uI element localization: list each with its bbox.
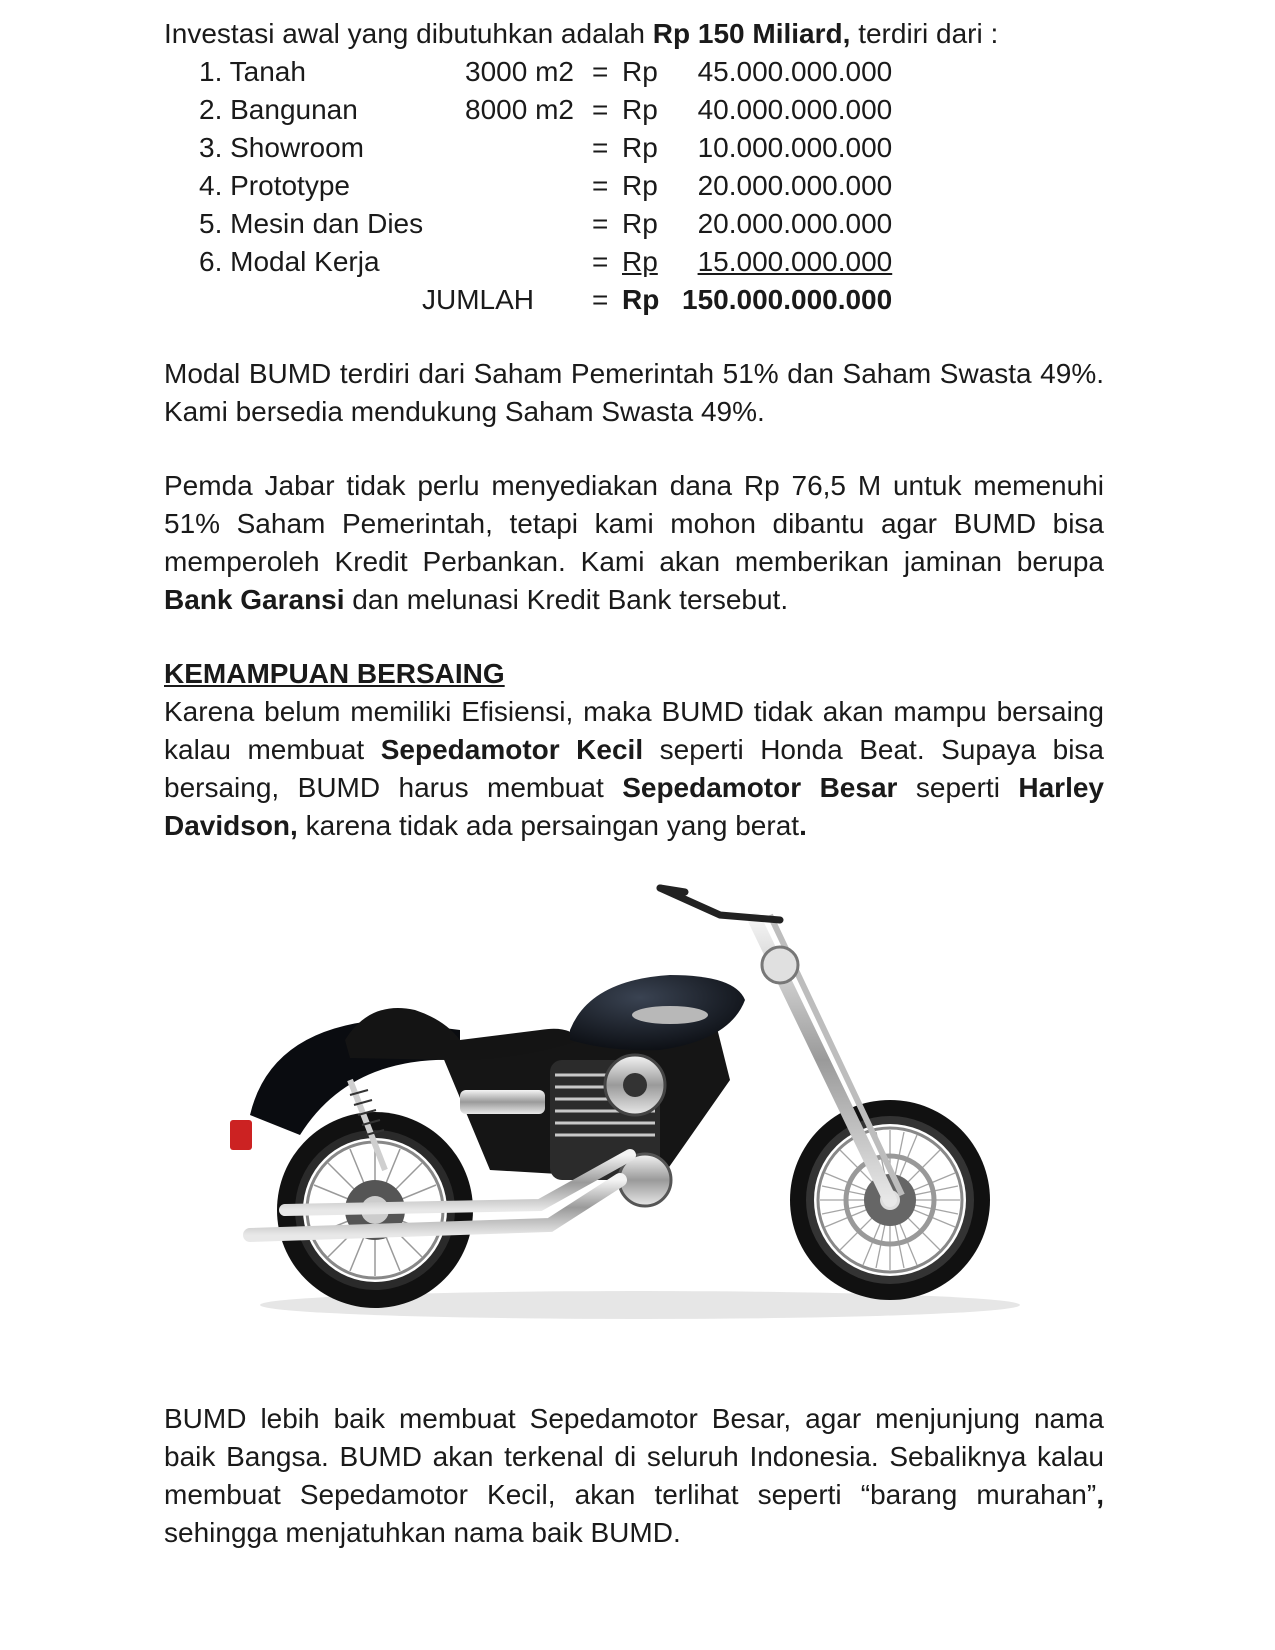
item-label: 1. Tanah — [199, 56, 306, 87]
section-heading: KEMAMPUAN BERSAING — [164, 658, 505, 689]
item-label: 3. Showroom — [199, 132, 364, 163]
motorcycle-image — [190, 880, 1090, 1340]
item-area — [434, 167, 592, 205]
item-label: 4. Prototype — [199, 170, 350, 201]
table-row — [199, 91, 892, 129]
item-amount: 15.000.000.000 — [697, 246, 893, 277]
final-paragraph-block — [164, 1400, 1104, 1552]
item-area — [434, 243, 592, 281]
document-body — [164, 15, 1104, 845]
investment-table — [199, 53, 892, 319]
table-row — [199, 205, 892, 243]
item-label: 5. Mesin dan Dies — [199, 208, 424, 239]
item-equals: = — [592, 246, 609, 277]
item-amount: 40.000.000.000 — [697, 94, 893, 125]
item-equals: = — [592, 132, 609, 163]
table-row — [199, 53, 892, 91]
item-amount: 20.000.000.000 — [697, 170, 893, 201]
item-equals: = — [592, 208, 609, 239]
intro-suffix: terdiri dari : — [850, 18, 999, 49]
item-currency: Rp — [622, 94, 658, 125]
table-row — [199, 243, 892, 281]
item-currency: Rp — [622, 246, 658, 277]
intro-text: Investasi awal yang dibutuhkan adalah — [164, 18, 653, 49]
item-currency: Rp — [622, 208, 658, 239]
item-area — [434, 129, 592, 167]
item-label: 2. Bangunan — [199, 94, 358, 125]
item-currency: Rp — [622, 170, 658, 201]
total-label: JUMLAH — [421, 284, 534, 315]
table-row — [199, 167, 892, 205]
item-equals: = — [592, 56, 609, 87]
item-area: 8000 m2 — [465, 94, 574, 125]
item-amount: 45.000.000.000 — [697, 56, 893, 87]
handlebar — [660, 888, 780, 920]
total-currency: Rp — [622, 284, 660, 315]
item-amount: 10.000.000.000 — [697, 132, 893, 163]
investment-intro — [164, 15, 1104, 53]
paragraph-pemda: Pemda Jabar tidak perlu menyediakan dana Rp 76,5 M untuk memenuhi 51% Saham Pemerintah, tetapi kami mohon dibantu agar BUMD bisa memperoleh Kredit Perbankan. Kami akan memberikan jaminan berupa Bank Garansi dan melunasi Kredit Bank tersebut. — [164, 470, 1104, 615]
item-area: 3000 m2 — [465, 56, 574, 87]
bank-garansi-bold: Bank Garansi — [164, 584, 345, 615]
paragraph-bersaing: Karena belum memiliki Efisiensi, maka BUMD tidak akan mampu bersaing kalau membuat Sepedamotor Kecil seperti Honda Beat. Supaya bisa bersaing, BUMD harus membuat Sepedamotor Besar seperti Harley Davidson, karena tidak ada persaingan yang berat. — [164, 696, 1104, 841]
item-equals: = — [592, 94, 609, 125]
total-equals: = — [592, 284, 609, 315]
paragraph-final: BUMD lebih baik membuat Sepedamotor Besar, agar menjunjung nama baik Bangsa. BUMD akan terkenal di seluruh Indonesia. Sebaliknya kalau membuat Sepedamotor Kecil, akan terlihat seperti “barang murahan”, sehingga menjatuhkan nama baik BUMD. — [164, 1403, 1104, 1548]
total-row — [199, 281, 892, 319]
intro-total-bold: Rp 150 Miliard, — [652, 18, 851, 49]
paragraph-modal: Modal BUMD terdiri dari Saham Pemerintah 51% dan Saham Swasta 49%. Kami bersedia mendukung Saham Swasta 49%. — [164, 358, 1104, 427]
item-area — [434, 205, 592, 243]
item-currency: Rp — [622, 132, 658, 163]
table-row — [199, 129, 892, 167]
item-label: 6. Modal Kerja — [199, 246, 380, 277]
total-amount: 150.000.000.000 — [682, 284, 893, 315]
item-equals: = — [592, 170, 609, 201]
item-amount: 20.000.000.000 — [697, 208, 893, 239]
item-currency: Rp — [622, 56, 658, 87]
